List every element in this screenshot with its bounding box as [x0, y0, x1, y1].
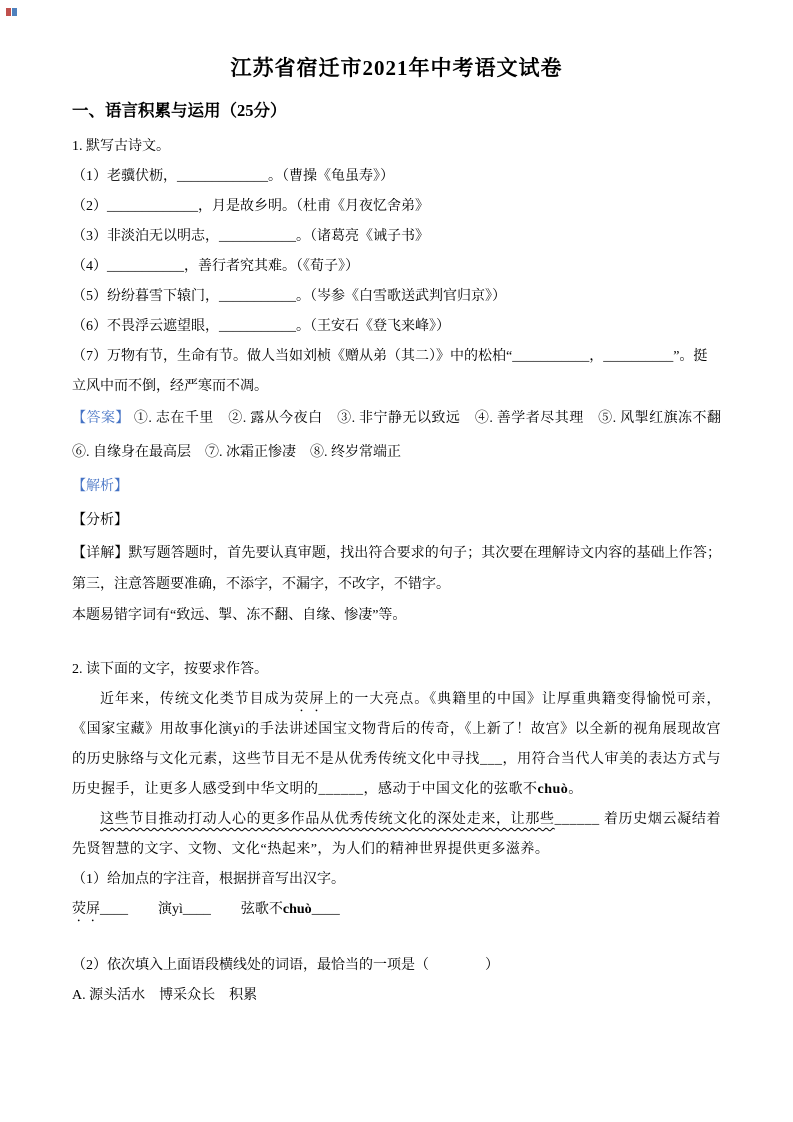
fenxi-line	[72, 504, 721, 538]
jiexi-line	[72, 470, 721, 504]
q2-paragraph-2	[72, 805, 721, 865]
p1-blank-2: ______	[318, 782, 364, 797]
q1-item-7: （7）万物有节，生命有节。做人当如刘桢《赠从弟（其二）》中的松柏“___________，__________”。挺立风中而不倒，经严寒而不凋。	[72, 349, 708, 394]
q1-answer-line	[72, 402, 736, 470]
answer-text: ①. 志在千里 ②. 露从今夜白 ③. 非宁静无以致远 ④. 善学者尽其理 ⑤. 风掣红旗冻不翻 ⑥. 自缘身在最高层 ⑦. 冰霜正惨凄 ⑧. 终岁常端正	[72, 411, 736, 460]
q1-item-1: （1）老骥伏枥，_____________。（曹操《龟虽寿》）	[72, 169, 394, 184]
q1-note: 本题易错字词有“致远、掣、冻不翻、自缘、惨凄”等。	[72, 608, 407, 623]
pinyin-word-3-chuo: chuò	[282, 902, 312, 917]
p1-blank-1: ___	[479, 752, 503, 767]
q1-item-3: （3）非淡泊无以明志，___________。（诸葛亮《诫子书》	[72, 229, 429, 244]
corner-red-mark-icon	[6, 8, 11, 16]
p1-text-b: 上的一大亮点。《典籍里的中国》让厚重典籍变得愉悦可亲，《国家宝藏》用故事化演yì的手法讲述国宝文物背后的传奇，《上新了！故宫》以全新的视角展现故宫的历史脉络与文化元素，这些节目无不是从优秀传统文化中寻找	[72, 692, 722, 767]
q2-pinyin-line	[72, 895, 721, 925]
p1-dotted-word: 荧屏	[294, 692, 325, 707]
answer-label: 【答案】	[72, 411, 130, 426]
q1-stem: 1. 默写古诗文。	[72, 139, 170, 154]
p1-text-d: ，感动于中国文化的弦歌不	[363, 782, 538, 797]
p1-pinyin-chuo: chuò	[537, 782, 569, 797]
jiexi-label: 【解析】	[72, 479, 128, 494]
pinyin-group-3	[241, 902, 340, 917]
q2-stem: 2. 读下面的文字，按要求作答。	[72, 662, 268, 677]
p2-blank-3: ______	[554, 812, 600, 827]
q1-item-2: （2）_____________，月是故乡明。（杜甫《月夜忆舍弟》	[72, 199, 429, 214]
pinyin-group-2	[158, 902, 211, 917]
pinyin-blank-3: ____	[311, 902, 340, 917]
q2-sub1-stem: （1）给加点的字注音，根据拼音写出汉字。	[72, 872, 345, 887]
pinyin-blank-2: ____	[182, 902, 211, 917]
p2-text-rest: 着历史烟云凝结着先贤智慧的文字、文物、文化“热起来”，为人们的精神世界提供更多滋养。	[72, 812, 722, 857]
p1-text-e: 。	[568, 782, 583, 797]
q2-option-a: A. 源头活水 博采众长 积累	[72, 988, 258, 1003]
corner-artifact	[6, 8, 17, 16]
pinyin-group-1	[72, 902, 128, 917]
pinyin-word-2: 演yì	[158, 902, 183, 917]
q1-detail-paragraph	[72, 538, 721, 600]
q1-item-6: （6）不畏浮云遮望眼，___________。（王安石《登飞来峰》）	[72, 319, 450, 334]
section-heading: 一、语言积累与运用（25分）	[72, 101, 287, 120]
detail-text: 默写题答题时，首先要认真审题，找出符合要求的句子；其次要在理解诗文内容的基础上作答；第三，注意答题要准确，不添字，不漏字，不改字，不错字。	[72, 546, 722, 592]
p1-text-c: ，用符合当代人审美的表达方式与历史握手，让更多人感受到中华文明的	[72, 752, 721, 797]
q1-item-4: （4）___________，善行者究其难。（《荀子》）	[72, 259, 359, 274]
p2-wavy-sentence: 这些节目推动打动人心的更多作品从优秀传统文化的深处走来，让那些	[100, 812, 555, 827]
detail-label: 【详解】	[72, 546, 129, 561]
pinyin-word-3: 弦歌不	[240, 902, 283, 917]
fenxi-label: 【分析】	[72, 513, 128, 528]
p1-text-a: 近年来，传统文化类节目成为	[100, 692, 295, 707]
q2-paragraph-1	[72, 685, 721, 805]
pinyin-word-1: 荧屏	[72, 902, 100, 917]
q1-item-5: （5）纷纷暮雪下辕门，___________。（岑参《白雪歌送武判官归京》）	[72, 289, 506, 304]
corner-blue-mark-icon	[12, 8, 17, 16]
page-title: 江苏省宿迁市2021年中考语文试卷	[230, 56, 563, 80]
pinyin-blank-1: ____	[100, 902, 128, 917]
q2-sub2-stem: （2）依次填入上面语段横线处的词语，最恰当的一项是（ ）	[72, 958, 499, 973]
